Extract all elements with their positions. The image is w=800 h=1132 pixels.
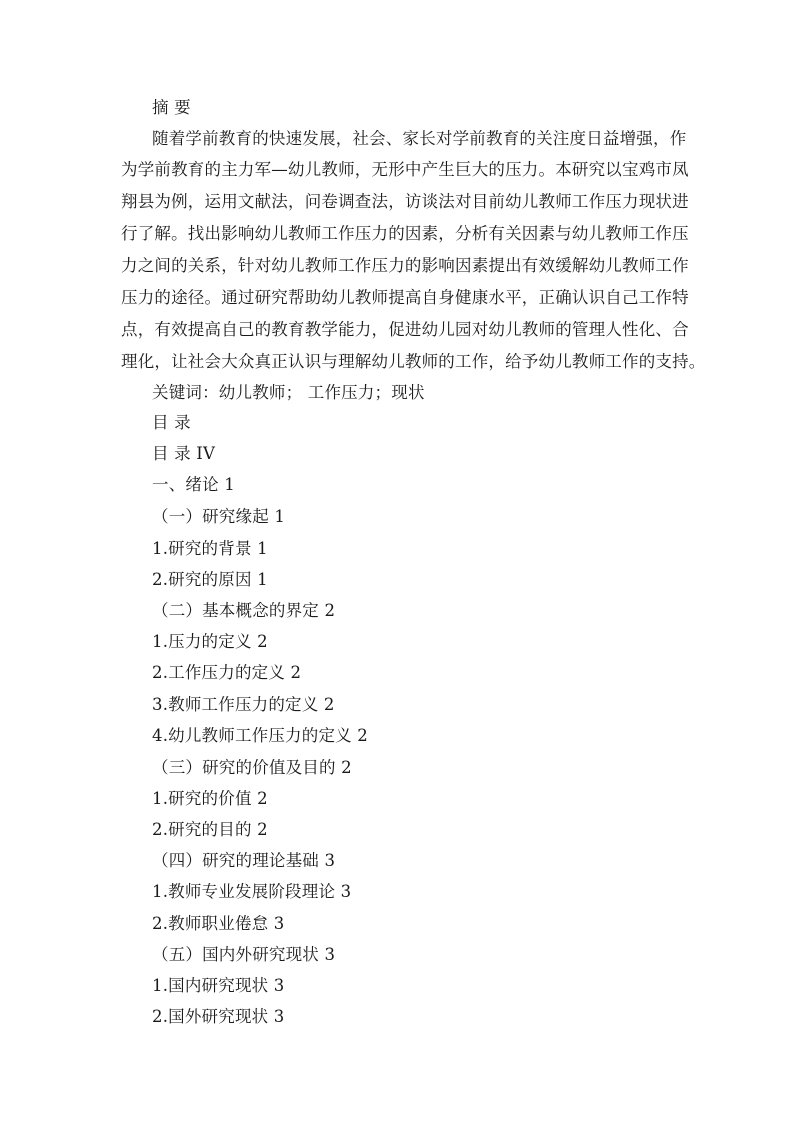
toc-entry: （一）研究缘起 1 [152,507,286,526]
toc-entry: 2.工作压力的定义 2 [152,663,302,682]
toc-entry: 一、绪论 1 [152,475,235,494]
toc-entry: 1.国内研究现状 3 [152,976,285,995]
abstract-line: 力之间的关系，针对幼儿教师工作压力的影响因素提出有效缓解幼儿教师工作 [121,256,689,275]
toc-entry: 1.研究的价值 2 [152,789,268,808]
toc-entry: （四）研究的理论基础 3 [152,851,336,870]
abstract-line: 压力的途径。通过研究帮助幼儿教师提高自身健康水平，正确认识自己工作特 [121,288,689,307]
toc-entry: 2.研究的目的 2 [152,820,268,839]
abstract-line: 行了解。找出影响幼儿教师工作压力的因素，分析有关因素与幼儿教师工作压 [121,224,689,243]
toc-entry: 目 录 IV [152,444,216,463]
abstract-line: 翔县为例，运用文献法，问卷调查法，访谈法对目前幼儿教师工作压力现状进 [121,192,689,211]
toc-entry: （二）基本概念的界定 2 [152,601,336,620]
toc-entry: 2.教师职业倦怠 3 [152,914,285,933]
toc-heading: 目 录 [152,413,191,432]
abstract-heading: 摘 要 [152,98,191,117]
toc-entry: 2.研究的原因 1 [152,570,268,589]
abstract-line: 理化，让社会大众真正认识与理解幼儿教师的工作，给予幼儿教师工作的支持。 [121,352,706,371]
toc-entry: （三）研究的价值及目的 2 [152,758,352,777]
toc-entry: 3.教师工作压力的定义 2 [152,695,335,714]
keywords: 关键词：幼儿教师； 工作压力；现状 [152,383,425,402]
toc-entry: 2.国外研究现状 3 [152,1007,285,1026]
toc-entry: 4.幼儿教师工作压力的定义 2 [152,726,368,745]
abstract-line: 点，有效提高自己的教育教学能力，促进幼儿园对幼儿教师的管理人性化、合 [121,320,689,339]
abstract-line: 为学前教育的主力军—幼儿教师，无形中产生巨大的压力。本研究以宝鸡市凤 [121,160,689,179]
toc-entry: 1.教师专业发展阶段理论 3 [152,882,352,901]
abstract-line: 随着学前教育的快速发展，社会、家长对学前教育的关注度日益增强，作 [152,129,687,148]
toc-entry: 1.压力的定义 2 [152,632,268,651]
toc-entry: 1.研究的背景 1 [152,539,268,558]
toc-entry: （五）国内外研究现状 3 [152,945,336,964]
